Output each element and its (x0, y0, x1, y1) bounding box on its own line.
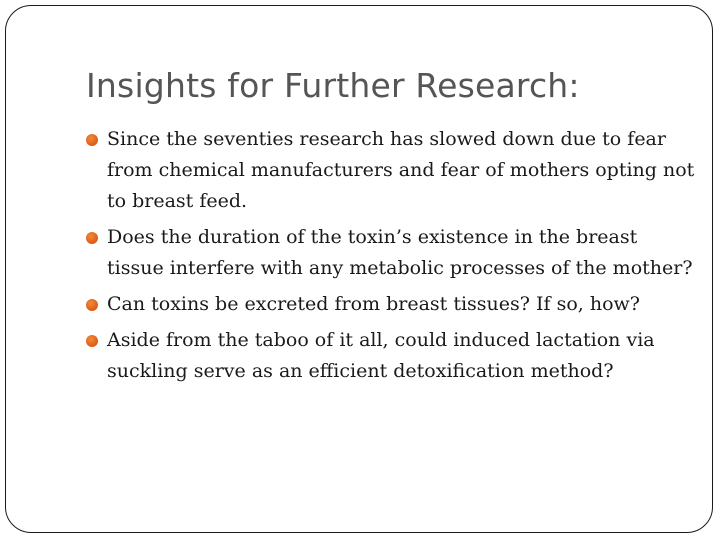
bullet-icon (86, 232, 98, 244)
bullet-icon (86, 134, 98, 146)
bullet-text: Can toxins be excreted from breast tissues? If so, how? (107, 293, 640, 315)
bullet-text: Since the seventies research has slowed down due to fear from chemical manufacturers and fear of mothers opting not to breast feed. (107, 128, 695, 212)
bullet-item (86, 222, 696, 284)
bullet-icon (86, 335, 98, 347)
bullet-text: Aside from the taboo of it all, could induced lactation via suckling serve as an efficient detoxification method? (107, 329, 655, 382)
bullet-item (86, 289, 696, 320)
bullet-list (86, 124, 696, 392)
bullet-item (86, 325, 696, 387)
bullet-item (86, 124, 696, 217)
slide-frame (5, 5, 713, 533)
slide-title: Insights for Further Research: (86, 66, 580, 105)
bullet-icon (86, 299, 98, 311)
bullet-text: Does the duration of the toxin’s existence in the breast tissue interfere with any metabolic processes of the mother? (107, 226, 693, 279)
